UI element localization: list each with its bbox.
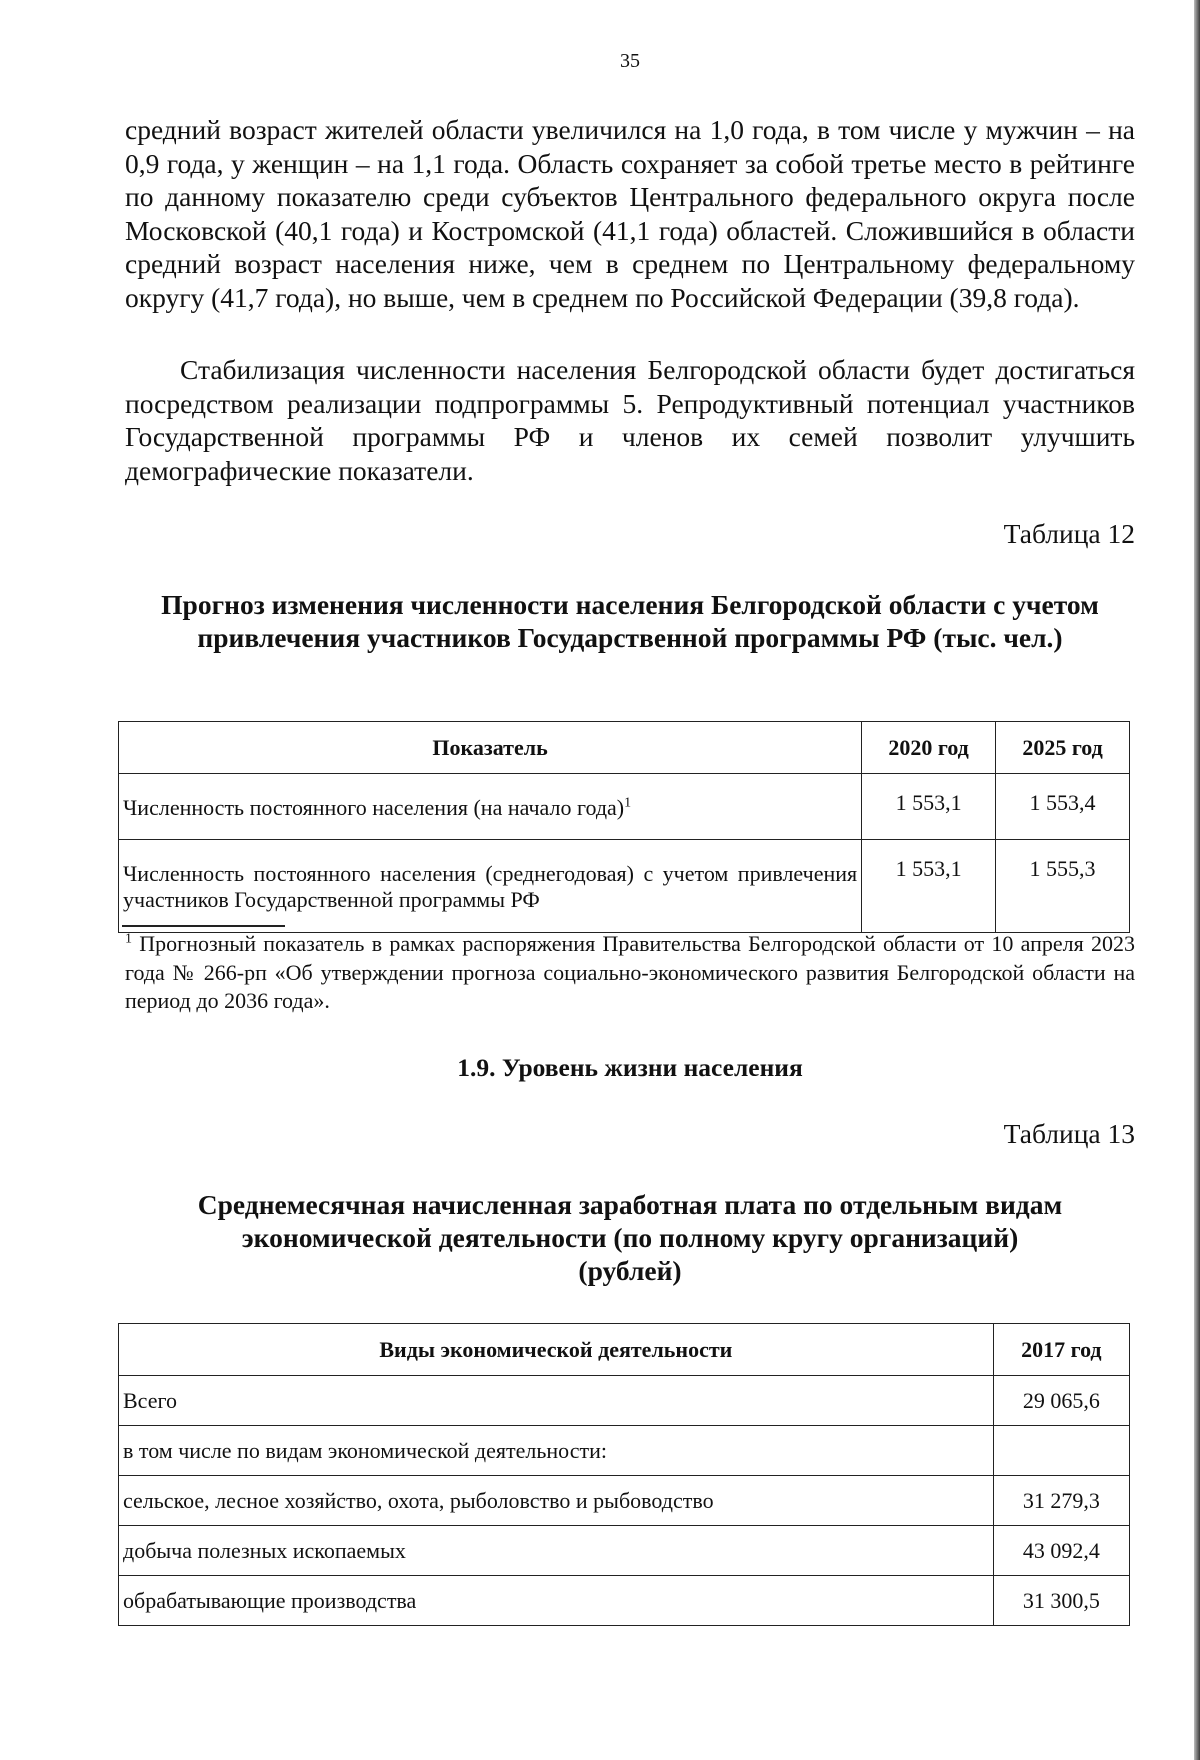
table-row	[119, 1576, 1130, 1626]
paragraph-population-stabilization: Стабилизация численности населения Белгородской области будет достигаться посредством реализации подпрограммы 5. Репродуктивный потенциал участников Государственной программы РФ и членов их семей позволит улучшить демографические показатели.	[125, 354, 1135, 486]
header-activity: Виды экономической деятельности	[119, 1324, 994, 1376]
activity-cell: добыча полезных ископаемых	[119, 1526, 994, 1576]
table-row	[119, 1526, 1130, 1576]
value-2025-cell: 1 555,3	[996, 840, 1130, 933]
table-row	[119, 840, 1130, 933]
value-2025-cell: 1 553,4	[996, 774, 1130, 840]
footnote-text: Прогнозный показатель в рамках распоряжения Правительства Белгородской области от 10 апреля 2023 года № 266-рп «Об утверждении прогноза социально-экономического развития Белгородской области на период до 2036 года».	[125, 931, 1136, 1013]
value-2020-cell: 1 553,1	[862, 840, 996, 933]
header-indicator: Показатель	[119, 722, 862, 774]
table-12-label: Таблица 12	[1003, 518, 1135, 549]
footnote-mark: 1	[624, 795, 632, 811]
table-13-title: Среднемесячная начисленная заработная плата по отдельным видам экономической деятельности (по полному кругу организаций) (рублей)	[197, 1189, 1063, 1286]
activity-cell: обрабатывающие производства	[119, 1576, 994, 1626]
footnote-number: 1	[125, 931, 132, 947]
table-row	[119, 1476, 1130, 1526]
page-number: 35	[620, 50, 640, 72]
header-2020: 2020 год	[862, 722, 996, 774]
average-salary-table	[118, 1323, 1130, 1626]
activity-cell: сельское, лесное хозяйство, охота, рыболовство и рыбоводство	[119, 1476, 994, 1526]
header-2017: 2017 год	[993, 1324, 1129, 1376]
value-2017-cell: 31 279,3	[993, 1476, 1129, 1526]
scan-edge	[1194, 0, 1200, 1760]
header-2025: 2025 год	[996, 722, 1130, 774]
value-2017-cell: 31 300,5	[993, 1576, 1129, 1626]
indicator-cell: Численность постоянного населения (среднегодовая) с учетом привлечения участников Государственной программы РФ	[119, 840, 862, 933]
table-12-title: Прогноз изменения численности населения Белгородской области с учетом привлечения участников Государственной программы РФ (тыс. чел.)	[161, 589, 1099, 653]
population-forecast-table	[118, 721, 1130, 933]
footnote-divider	[122, 925, 285, 927]
table-13-label: Таблица 13	[1003, 1118, 1135, 1149]
table-row	[119, 1426, 1130, 1476]
table-row	[119, 774, 1130, 840]
value-2017-cell	[993, 1426, 1129, 1476]
footnote	[125, 930, 1135, 1016]
table-header-row	[119, 1324, 1130, 1376]
value-2020-cell: 1 553,1	[862, 774, 996, 840]
activity-cell: в том числе по видам экономической деятельности:	[119, 1426, 994, 1476]
table-row	[119, 1376, 1130, 1426]
table-header-row	[119, 722, 1130, 774]
value-2017-cell: 43 092,4	[993, 1526, 1129, 1576]
activity-cell: Всего	[119, 1376, 994, 1426]
indicator-text: Численность постоянного населения (на начало года)	[123, 794, 625, 820]
section-heading: 1.9. Уровень жизни населения	[457, 1053, 803, 1082]
indicator-cell	[119, 774, 862, 840]
paragraph-average-age: средний возраст жителей области увеличился на 1,0 года, в том числе у мужчин – на 0,9 года, у женщин – на 1,1 года. Область сохраняет за собой третье место в рейтинге по данному показателю среди субъектов Центрального федерального округа после Московской (40,1 года) и Костромской (41,1 года) областей. Сложившийся в области средний возраст населения ниже, чем в среднем по Центральному федеральному округу (41,7 года), но выше, чем в среднем по Российской Федерации (39,8 года).	[125, 114, 1135, 313]
value-2017-cell: 29 065,6	[993, 1376, 1129, 1426]
